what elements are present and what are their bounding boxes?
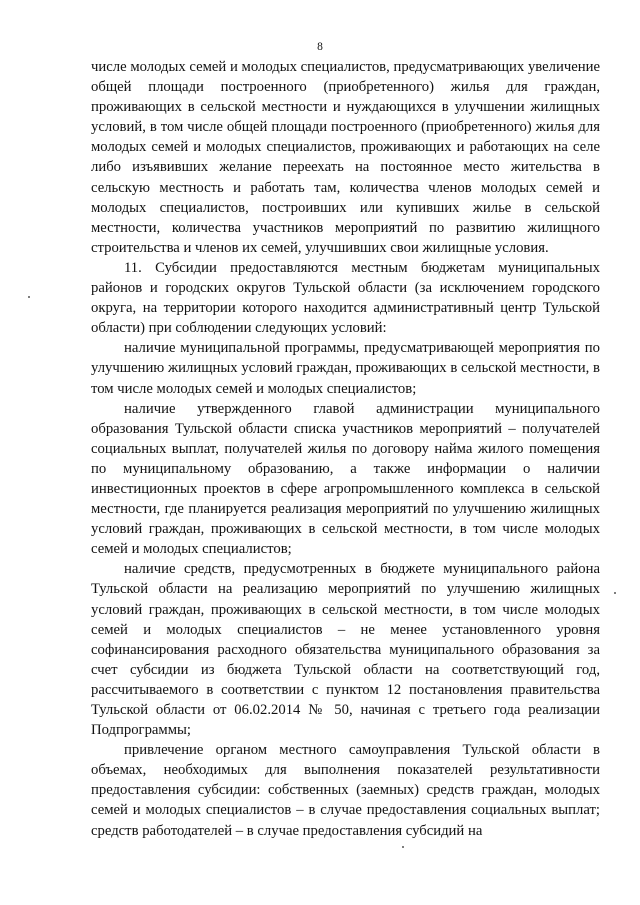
paragraph-condition-municipal-program: наличие муниципальной программы, предусматривающей мероприятия по улучшению жилищных условий граждан, проживающих в сельской местности, в том числе молодых семей и молодых специалистов; [91,340,600,397]
paragraph-condition-participants-list: наличие утвержденного главой администрации муниципального образования Тульской области списка участников мероприятий – получателей социальных выплат, получателей жилья по договору найма жилого помещения по муниципальному образованию, а также информации о наличии инвестиционных проектов в сфере агропромышленного комплекса в сельской местности, где планируется реализация мероприятий по улучшению жилищных условий граждан, проживающих в сельской местности, в том числе молодых семей и молодых специалистов; [91,400,600,558]
paragraph-condition-attracted-funds: привлечение органом местного самоуправления Тульской области в объемах, необходимых для выполнения показателей результативности предоставления субсидии: собственных (заемных) средств граждан, молодых семей и молодых специалистов – в случае предоставления социальных выплат; средств работодателей – в случае предоставления субсидий на [91,742,600,839]
scan-speck [614,592,616,594]
paragraph-condition-budget-funds: наличие средств, предусмотренных в бюджете муниципального района Тульской области на реализацию мероприятий по улучшению жилищных условий граждан, проживающих в сельской местности, в том числе молодых семей и молодых специалистов – не менее установленного уровня софинансирования расходного обязательства муниципального образования за счет субсидии из бюджета Тульской области на соответствующий год, рассчитываемого в соответствии с пунктом 12 постановления правительства Тульской области от 06.02.2014 № 50, начиная с третьего года реализации Подпрограммы; [91,561,600,739]
document-body [91,57,600,841]
paragraph-clause-11: 11. Субсидии предоставляются местным бюджетам муниципальных районов и городских округов Тульской области (за исключением городского округа, на территории которого находится административный центр Тульской области) при соблюдении следующих условий: [91,259,600,337]
scan-speck [28,296,30,298]
page-number: 8 [317,41,323,53]
paragraph-continuation: числе молодых семей и молодых специалистов, предусматривающих увеличение общей площади построенного (приобретенного) жилья для граждан, проживающих в сельской местности и нуждающихся в улучшении жилищных условий, в том числе общей площади построенного (приобретенного) жилья для молодых семей и молодых специалистов, проживающих и работающих на селе либо изъявивших желание переехать на постоянное место жительства в сельскую местность и работать там, количества членов молодых семей и молодых специалистов, построивших или купивших жилье в сельской местности, количества участников мероприятий по развитию жилищного строительства и членов их семей, улучшивших свои жилищные условия. [91,59,600,256]
scan-speck [402,846,404,848]
